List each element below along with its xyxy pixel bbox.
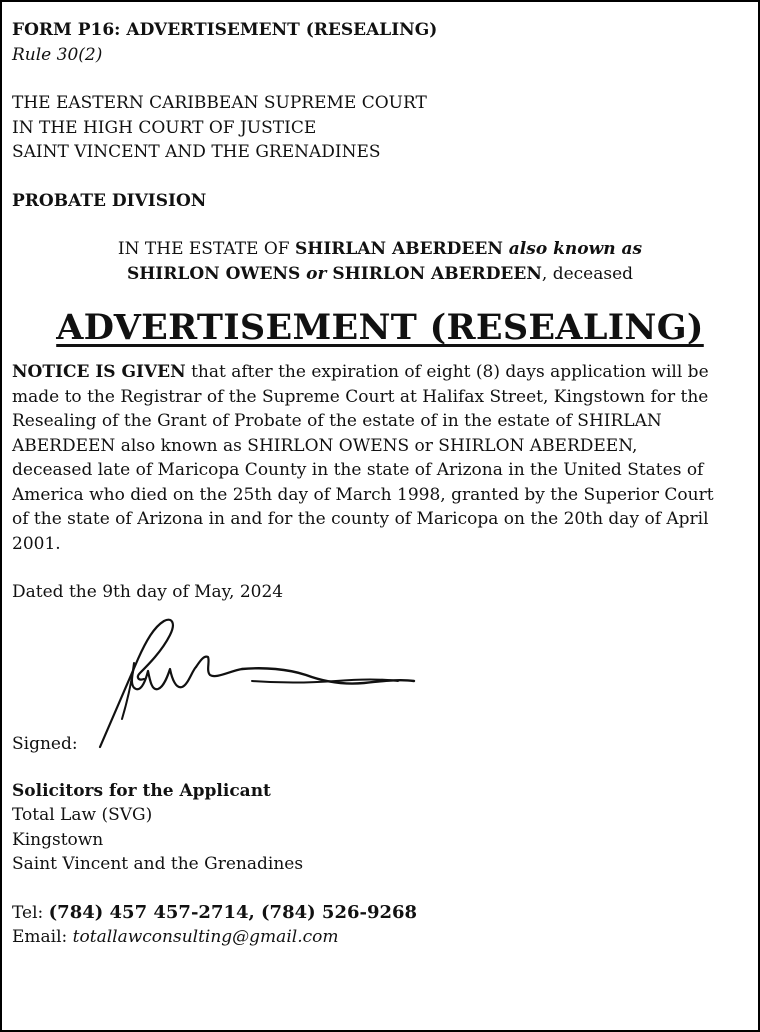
- rule-reference: Rule 30(2): [12, 44, 103, 65]
- estate-heading: [12, 237, 748, 286]
- solicitors-block: [12, 779, 748, 877]
- notice-line: that after the expiration of eight (8) days application will be: [185, 362, 709, 382]
- notice-line: made to the Registrar of the Supreme Court at Halifax Street, Kingstown for the: [12, 386, 709, 407]
- notice-line: America who died on the 25th day of March 1998, granted by the Superior Court: [12, 484, 714, 505]
- notice-line: Resealing of the Grant of Probate of the estate of in the estate of SHIRLAN: [12, 411, 662, 431]
- solicitor-country: Saint Vincent and the Grenadines: [12, 854, 304, 874]
- notice-line: deceased late of Maricopa County in the state of Arizona in the United States of: [12, 460, 704, 480]
- estate-aka: also known as: [502, 239, 643, 259]
- email-label: Email:: [12, 927, 73, 947]
- estate-name-alias-1: SHIRLON OWENS: [126, 263, 301, 284]
- notice-line: of the state of Arizona in and for the county of Maricopa on the 20th day of April: [12, 509, 709, 529]
- dated-line: Dated the 9th day of May, 2024: [12, 582, 284, 602]
- court-line-3: SAINT VINCENT AND THE GRENADINES: [12, 142, 381, 162]
- tel-numbers: (784) 457 457-2714, (784) 526-9268: [48, 901, 418, 923]
- notice-line: ABERDEEN also known as SHIRLON OWENS or SHIRLON ABERDEEN,: [12, 435, 638, 456]
- main-title: ADVERTISEMENT (RESEALING): [56, 307, 704, 348]
- estate-name-primary: SHIRLAN ABERDEEN: [295, 239, 503, 259]
- solicitor-firm: Total Law (SVG): [12, 805, 153, 825]
- solicitors-title: Solicitors for the Applicant: [12, 780, 271, 801]
- tel-label: Tel:: [12, 902, 49, 923]
- email-address: totallawconsulting@gmail.com: [72, 927, 339, 947]
- court-line-1: THE EASTERN CARIBBEAN SUPREME COURT: [12, 93, 427, 113]
- notice-line: 2001.: [12, 533, 61, 554]
- court-line-2: IN THE HIGH COURT OF JUSTICE: [12, 117, 317, 138]
- court-block: [12, 91, 748, 165]
- division-heading: PROBATE DIVISION: [12, 190, 207, 211]
- form-title: FORM P16: ADVERTISEMENT (RESEALING): [12, 20, 438, 40]
- signature-block: [12, 605, 748, 755]
- notice-lead: NOTICE IS GIVEN: [12, 362, 186, 382]
- solicitor-town: Kingstown: [12, 829, 104, 850]
- estate-suffix: , deceased: [541, 263, 634, 284]
- estate-name-alias-2: SHIRLON ABERDEEN: [332, 263, 542, 284]
- contact-block: [12, 901, 748, 950]
- estate-or: or: [300, 263, 333, 284]
- signed-label: Signed:: [12, 734, 78, 754]
- notice-paragraph: [12, 360, 748, 556]
- estate-prefix: IN THE ESTATE OF: [117, 239, 295, 259]
- handwritten-signature-icon: [92, 609, 432, 759]
